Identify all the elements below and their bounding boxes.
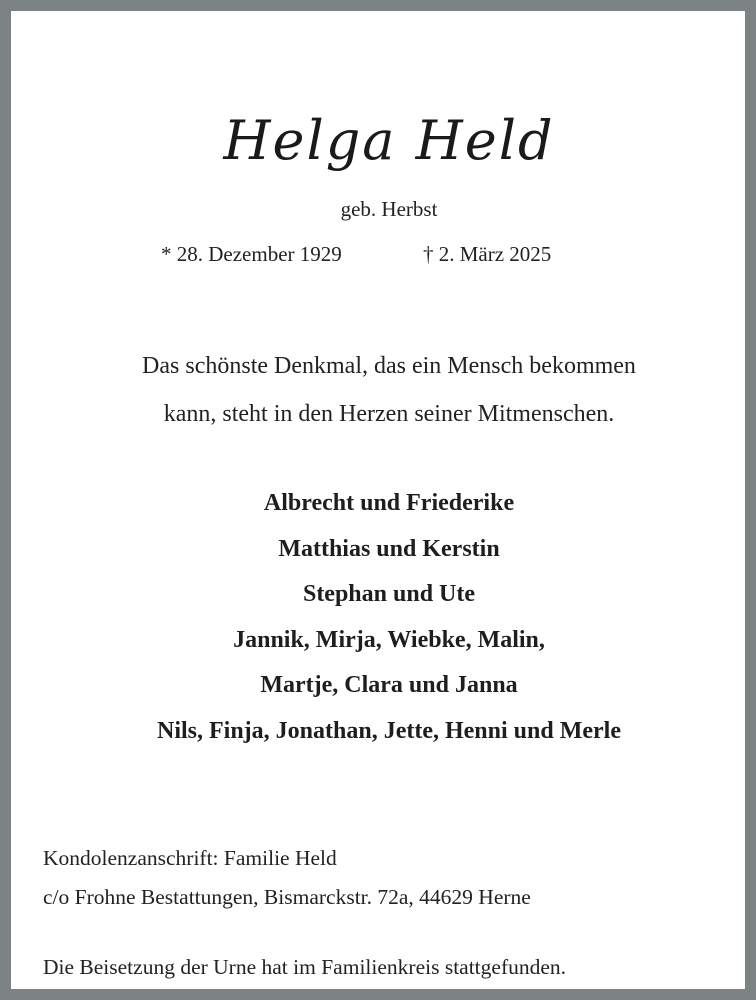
mourners-list [11,481,756,754]
mourner-line: Albrecht und Friederike [263,490,515,516]
mourner-line: Jannik, Mirja, Wiebke, Malin, [233,626,545,653]
mourner-line: Martje, Clara und Janna [260,672,518,698]
mourner-line: Matthias und Kerstin [278,535,500,562]
death-date: † 2. März 2025 [423,242,552,266]
memorial-quote [11,342,756,438]
quote-line: kann, steht in den Herzen seiner Mitmenschen. [163,401,615,427]
condolence-address [43,839,531,917]
quote-line: Das schönste Denkmal, das ein Mensch bekommen [142,353,636,379]
mourner-line: Stephan und Ute [302,581,476,607]
deceased-name: Helga Held [223,109,555,172]
mourner-line: Nils, Finja, Jonathan, Jette, Henni und Merle [156,717,621,744]
condolence-line: c/o Frohne Bestattungen, Bismarckstr. 72a, 44629 Herne [43,885,531,909]
birth-date: * 28. Dezember 1929 [161,242,342,266]
condolence-line: Kondolenzanschrift: Familie Held [43,846,337,870]
burial-note: Die Beisetzung der Urne hat im Familienkreis stattgefunden. [43,955,567,979]
maiden-name: geb. Herbst [340,197,438,221]
